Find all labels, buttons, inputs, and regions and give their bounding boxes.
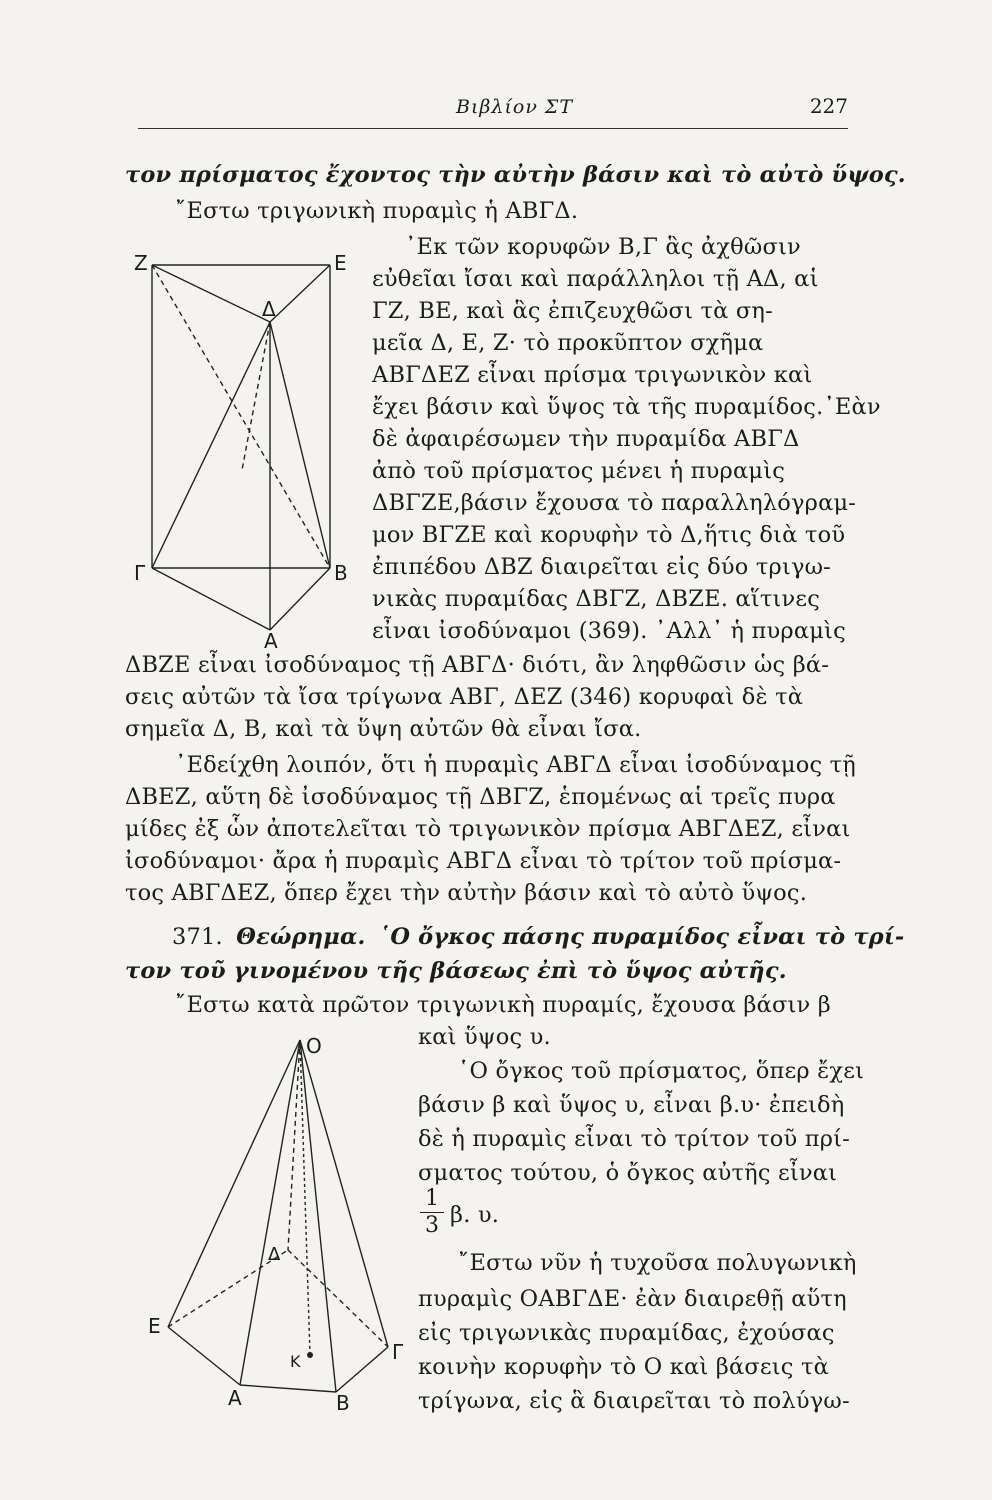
text-line: ΔΒΓΖΕ,βάσιν ἔχουσα τὸ παραλληλόγραμ- bbox=[372, 490, 857, 516]
running-title: Βιβλίον ΣΤ bbox=[456, 96, 574, 118]
text-line: δὲ ἀφαιρέσωμεν τὴν πυραμίδα ΑΒΓΔ bbox=[372, 426, 800, 452]
text-line: καὶ ὕψος υ. bbox=[418, 1024, 551, 1050]
vertex-label-z: Z bbox=[134, 251, 148, 275]
theorem-statement: ῾Ο ὄγκος πάσης πυραμίδος εἶναι τὸ τρί- bbox=[378, 924, 905, 950]
text-line: ΔΒΕΖ, αὕτη δὲ ἰσοδύναμος τῇ ΔΒΓΖ, ἑπομένως αἱ τρεῖς πυρα bbox=[125, 784, 836, 810]
text-line: ᾿Εδείχθη λοιπόν, ὅτι ἡ πυραμὶς ΑΒΓΔ εἶναι ἰσοδύναμος τῇ bbox=[175, 752, 856, 778]
theorem-label: Θεώρημα. bbox=[236, 924, 366, 950]
text-line: μον ΒΓΖΕ καὶ κορυφὴν τὸ Δ,ἥτις διὰ τοῦ bbox=[372, 522, 846, 548]
text-line: τρίγωνα, εἰς ἃ διαιρεῖται τὸ πολύγω- bbox=[418, 1388, 850, 1414]
text-line: κοινὴν κορυφὴν τὸ Ο καὶ βάσεις τὰ bbox=[418, 1354, 830, 1380]
page-number: 227 bbox=[809, 94, 848, 118]
vertex-label-delta: Δ bbox=[262, 297, 276, 321]
vertex-label-a: A bbox=[228, 1386, 242, 1410]
pyramid-figure bbox=[140, 1025, 410, 1415]
text-line: εὐθεῖαι ἴσαι καὶ παράλληλοι τῇ ΑΔ, αἱ bbox=[372, 266, 819, 292]
text-line: ἐπιπέδου ΔΒΖ διαιρεῖται εἰς δύο τριγω- bbox=[372, 554, 831, 580]
text-line: πυραμὶς ΟΑΒΓΔΕ· ἐὰν διαιρεθῇ αὕτη bbox=[418, 1286, 847, 1312]
text-line: βάσιν β καὶ ὕψος υ, εἶναι β.υ· ἐπειδὴ bbox=[418, 1092, 845, 1118]
vertex-label-b: B bbox=[334, 561, 348, 585]
text-line: ῾Ο ὄγκος τοῦ πρίσματος, ὅπερ ἔχει bbox=[458, 1058, 865, 1084]
text-line: εἰς τριγωνικὰς πυραμίδας, ἐχούσας bbox=[418, 1320, 835, 1346]
vertex-label-o: O bbox=[306, 1034, 322, 1058]
text-line: ἰσοδύναμοι· ἄρα ἡ πυραμὶς ΑΒΓΔ εἶναι τὸ τρίτον τοῦ πρίσμα- bbox=[125, 848, 842, 874]
text-line: σεις αὐτῶν τὰ ἴσα τρίγωνα ΑΒΓ, ΔΕΖ (346) κορυφαὶ δὲ τὰ bbox=[125, 684, 804, 710]
fraction bbox=[420, 1186, 444, 1239]
text-line: ΑΒΓΔΕΖ εἶναι πρίσμα τριγωνικὸν καὶ bbox=[372, 362, 813, 388]
text-line: σματος τούτου, ὁ ὄγκος αὐτῆς εἶναι bbox=[418, 1160, 838, 1186]
theorem-heading bbox=[172, 922, 904, 952]
theorem-number: 371. bbox=[172, 924, 223, 950]
vertex-label-gamma: Γ bbox=[134, 561, 146, 585]
prism-figure bbox=[130, 250, 360, 650]
theorem-statement-cont: τον τοῦ γινομένου τῆς βάσεως ἐπὶ τὸ ὕψος αὐτῆς. bbox=[125, 958, 787, 984]
text-line: τον πρίσματος ἔχοντος τὴν αὐτὴν βάσιν καὶ τὸ αὐτὸ ὕψος. bbox=[125, 162, 906, 188]
vertex-label-b: B bbox=[336, 1391, 350, 1415]
text-line: σημεῖα Δ, Β, καὶ τὰ ὕψη αὐτῶν θὰ εἶναι ἴσα. bbox=[125, 716, 642, 742]
vertex-label-k: K bbox=[290, 1352, 301, 1371]
fraction-numerator: 1 bbox=[425, 1186, 439, 1211]
fraction-denominator: 3 bbox=[420, 1212, 444, 1239]
vertex-label-gamma: Γ bbox=[392, 1340, 404, 1364]
page-header bbox=[138, 92, 848, 129]
vertex-label-a: A bbox=[264, 629, 278, 650]
text-line: μεῖα Δ, Ε, Ζ· τὸ προκῦπτον σχῆμα bbox=[372, 330, 764, 356]
text-line: δὲ ἡ πυραμὶς εἶναι τὸ τρίτον τοῦ πρί- bbox=[418, 1126, 850, 1152]
text-line: ἀπὸ τοῦ πρίσματος μένει ἡ πυραμὶς bbox=[372, 458, 786, 484]
text-line: ΔΒΖΕ εἶναι ἰσοδύναμος τῇ ΑΒΓΔ· διότι, ἂν ληφθῶσιν ὡς βά- bbox=[125, 652, 830, 678]
text-line: μίδες ἐξ ὧν ἀποτελεῖται τὸ τριγωνικὸν πρίσμα ΑΒΓΔΕΖ, εἶναι bbox=[125, 816, 851, 842]
text-line: νικὰς πυραμίδας ΔΒΓΖ, ΔΒΖΕ. αἵτινες bbox=[372, 586, 821, 612]
text-line: ᾿Εκ τῶν κορυφῶν Β,Γ ἃς ἀχθῶσιν bbox=[405, 234, 801, 260]
text-line: ῎Εστω νῦν ἡ τυχοῦσα πολυγωνικὴ bbox=[458, 1250, 857, 1276]
text-line: τος ΑΒΓΔΕΖ, ὅπερ ἔχει τὴν αὐτὴν βάσιν καὶ τὸ αὐτὸ ὕψος. bbox=[125, 880, 808, 906]
vertex-label-e: E bbox=[334, 251, 347, 275]
text-line: ῎Εστω κατὰ πρῶτον τριγωνικὴ πυραμίς, ἔχουσα βάσιν β bbox=[175, 992, 831, 1018]
center-point bbox=[307, 1352, 313, 1358]
fraction-expression: β. υ. bbox=[450, 1202, 500, 1228]
text-line: ἔχει βάσιν καὶ ὕψος τὰ τῆς πυραμίδος.᾿Εὰν bbox=[372, 394, 881, 420]
text-line: ΓΖ, ΒΕ, καὶ ἃς ἐπιζευχθῶσι τὰ ση- bbox=[372, 298, 773, 324]
text-line: ῎Εστω τριγωνικὴ πυραμὶς ἡ ΑΒΓΔ. bbox=[175, 198, 579, 224]
vertex-label-delta: Δ bbox=[268, 1244, 281, 1265]
vertex-label-epsilon: Ε bbox=[148, 1314, 161, 1338]
text-line: εἶναι ἰσοδύναμοι (369). ᾿Αλλ᾿ ἡ πυραμὶς bbox=[372, 618, 846, 644]
